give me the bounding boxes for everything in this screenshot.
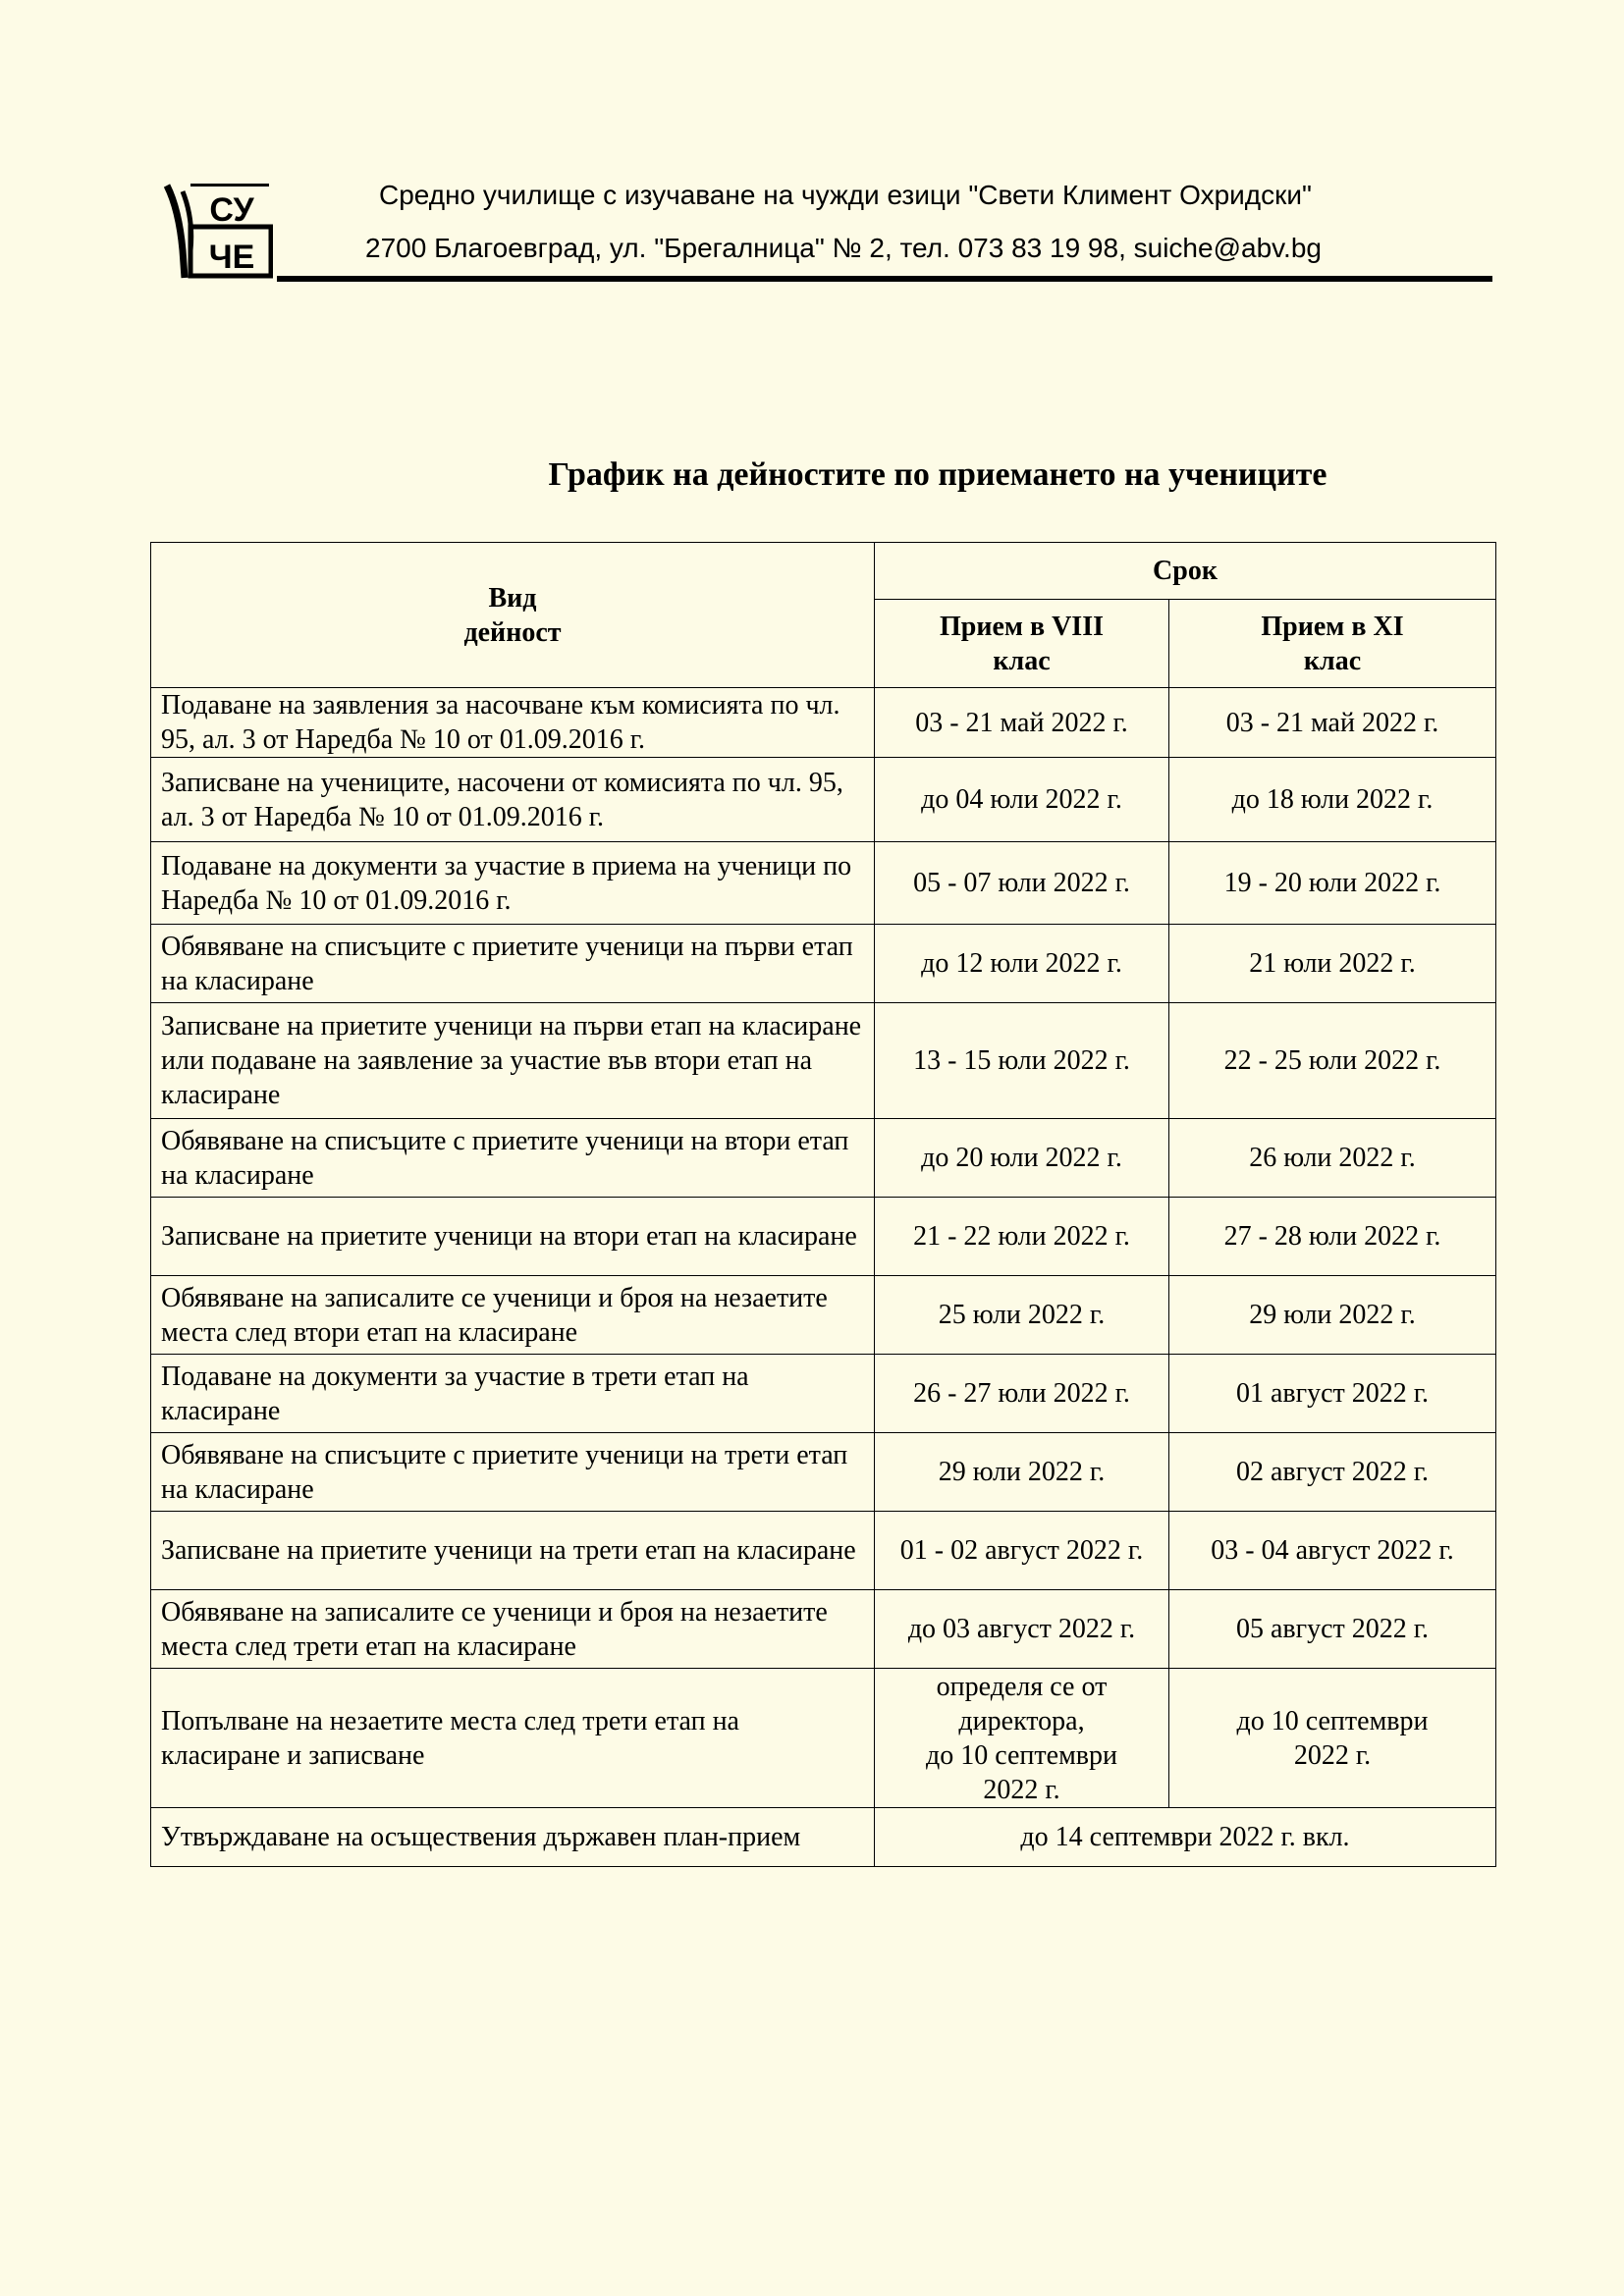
viii-date-cell: 26 - 27 юли 2022 г. (875, 1355, 1169, 1433)
viii-date-cell: 13 - 15 юли 2022 г. (875, 1003, 1169, 1119)
logo-text-bottom: ЧЕ (208, 239, 255, 276)
viii-date-cell: до 20 юли 2022 г. (875, 1119, 1169, 1198)
xi-date-cell: 03 - 04 август 2022 г. (1169, 1512, 1496, 1590)
table-row (151, 758, 1496, 842)
table-row (151, 842, 1496, 925)
term-cell: до 14 септември 2022 г. вкл. (875, 1808, 1496, 1867)
viii-date-cell: 03 - 21 май 2022 г. (875, 688, 1169, 758)
xi-date-cell: 02 август 2022 г. (1169, 1433, 1496, 1512)
school-name: Средно училище с изучаване на чужди езици "Свети Климент Охридски" (379, 180, 1312, 210)
header-activity: Вид дейност (151, 543, 875, 688)
xi-date-cell: 19 - 20 юли 2022 г. (1169, 842, 1496, 925)
activity-cell: Обявяване на записалите се ученици и броя на незаетите места след втори етап на класиране (151, 1276, 875, 1355)
table-row (151, 1512, 1496, 1590)
viii-date-cell: 05 - 07 юли 2022 г. (875, 842, 1169, 925)
header-xi: Прием в XI клас (1169, 600, 1496, 688)
viii-date-cell: до 04 юли 2022 г. (875, 758, 1169, 842)
activity-cell: Обявяване на списъците с приетите ученици на трети етап на класиране (151, 1433, 875, 1512)
header-term: Срок (875, 543, 1496, 600)
activity-cell: Записване на приетите ученици на втори етап на класиране (151, 1198, 875, 1276)
activity-cell: Записване на приетите ученици на първи етап на класиране или подаване на заявление за участие във втори етап на класиране (151, 1003, 875, 1119)
table-row (151, 688, 1496, 758)
activity-cell: Подаване на заявления за насочване към комисията по чл. 95, ал. 3 от Наредба № 10 от 01.09.2016 г. (151, 688, 875, 758)
header-viii: Прием в VIII клас (875, 600, 1169, 688)
table-row (151, 1276, 1496, 1355)
xi-date-cell: 03 - 21 май 2022 г. (1169, 688, 1496, 758)
header-divider (277, 276, 1492, 282)
xi-date-cell: 21 юли 2022 г. (1169, 925, 1496, 1003)
logo-text-top: СУ (209, 191, 254, 229)
table-row-final (151, 1808, 1496, 1867)
school-address: 2700 Благоевград, ул. "Брегалница" № 2, тел. 073 83 19 98, suiche@abv.bg (365, 233, 1322, 263)
viii-date-cell: до 03 август 2022 г. (875, 1590, 1169, 1669)
viii-date-cell: 01 - 02 август 2022 г. (875, 1512, 1169, 1590)
activity-cell: Попълване на незаетите места след трети етап на класиране и записване (151, 1669, 875, 1808)
xi-date-cell: 27 - 28 юли 2022 г. (1169, 1198, 1496, 1276)
page-title: График на дейностите по приемането на учениците (548, 456, 1327, 493)
table-row (151, 1590, 1496, 1669)
activity-cell: Обявяване на списъците с приетите ученици на първи етап на класиране (151, 925, 875, 1003)
xi-date-cell: до 18 юли 2022 г. (1169, 758, 1496, 842)
xi-date-cell: 05 август 2022 г. (1169, 1590, 1496, 1669)
table-row (151, 1669, 1496, 1808)
viii-date-cell: до 12 юли 2022 г. (875, 925, 1169, 1003)
school-logo (163, 182, 273, 280)
viii-date-cell: 25 юли 2022 г. (875, 1276, 1169, 1355)
schedule-table (150, 542, 1496, 1867)
viii-date-cell: 29 юли 2022 г. (875, 1433, 1169, 1512)
viii-date-cell: 21 - 22 юли 2022 г. (875, 1198, 1169, 1276)
table-header-row (151, 543, 1496, 600)
activity-cell: Обявяване на списъците с приетите ученици на втори етап на класиране (151, 1119, 875, 1198)
activity-cell: Подаване на документи за участие в трети етап на класиране (151, 1355, 875, 1433)
xi-date-cell: 22 - 25 юли 2022 г. (1169, 1003, 1496, 1119)
table-row (151, 1355, 1496, 1433)
activity-cell: Обявяване на записалите се ученици и броя на незаетите места след трети етап на класиране (151, 1590, 875, 1669)
xi-date-cell: 01 август 2022 г. (1169, 1355, 1496, 1433)
table-row (151, 1003, 1496, 1119)
xi-date-cell: 26 юли 2022 г. (1169, 1119, 1496, 1198)
table-row (151, 1198, 1496, 1276)
xi-date-cell: 29 юли 2022 г. (1169, 1276, 1496, 1355)
activity-cell: Утвърждаване на осъществения държавен план-прием (151, 1808, 875, 1867)
activity-cell: Записване на учениците, насочени от комисията по чл. 95, ал. 3 от Наредба № 10 от 01.09.2016 г. (151, 758, 875, 842)
table-row (151, 925, 1496, 1003)
table-row (151, 1433, 1496, 1512)
viii-date-cell: определя се от директора, до 10 септември 2022 г. (875, 1669, 1169, 1808)
table-row (151, 1119, 1496, 1198)
activity-cell: Подаване на документи за участие в приема на ученици по Наредба № 10 от 01.09.2016 г. (151, 842, 875, 925)
activity-cell: Записване на приетите ученици на трети етап на класиране (151, 1512, 875, 1590)
xi-date-cell: до 10 септември 2022 г. (1169, 1669, 1496, 1808)
